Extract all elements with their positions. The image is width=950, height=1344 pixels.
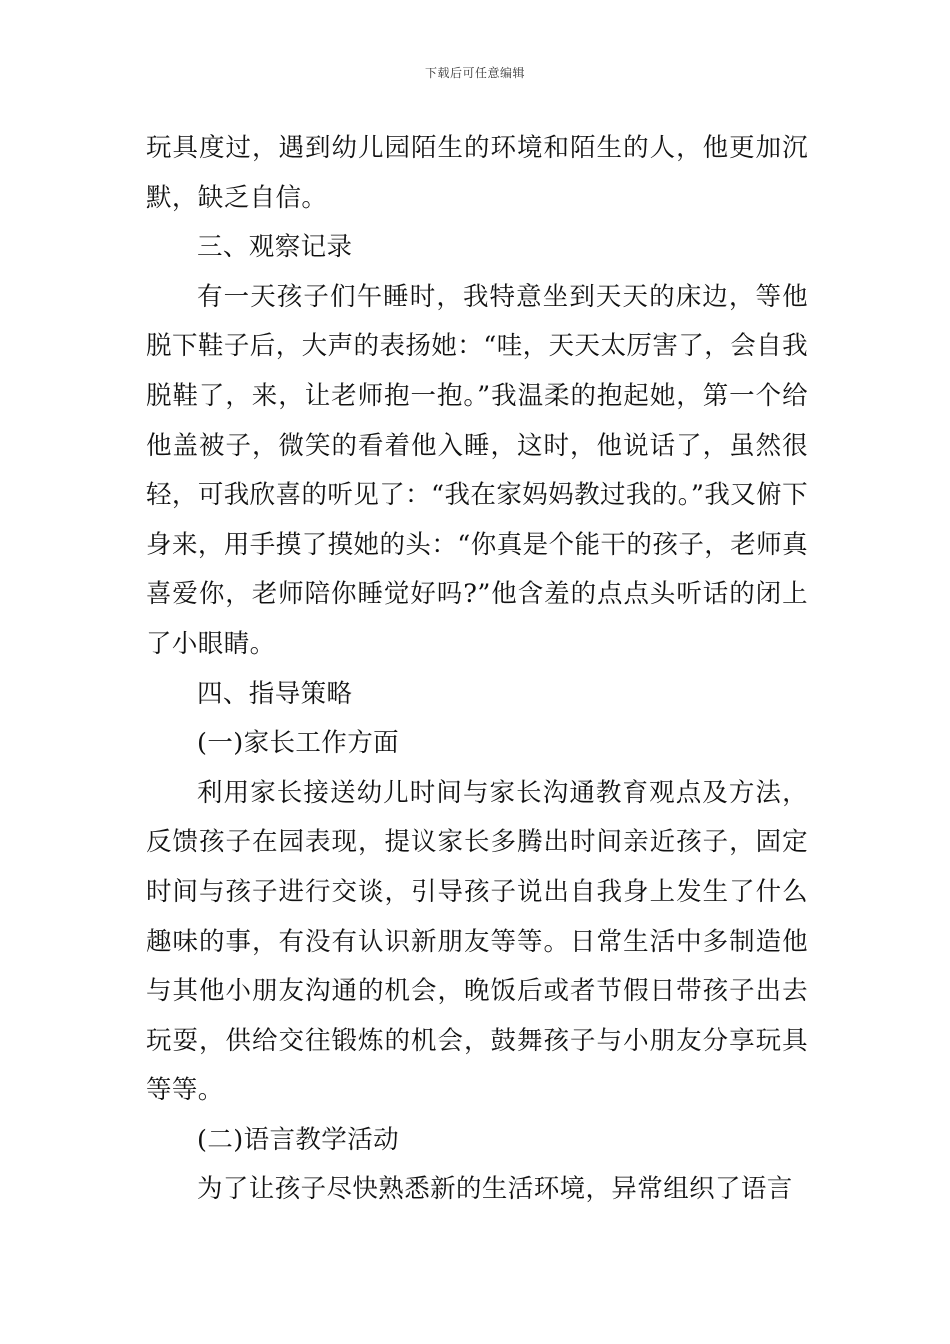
- subheading-language-activity: (二)语言教学活动: [197, 1124, 399, 1155]
- section-heading-observation: 三、观察记录: [197, 232, 353, 263]
- document-body: [146, 124, 808, 1215]
- paragraph-language-activity: 为了让孩子尽快熟悉新的生活环境，异常组织了语言: [197, 1174, 793, 1205]
- subheading-parent-work: (一)家长工作方面: [197, 728, 399, 759]
- paragraph-continuation: 玩具度过，遇到幼儿园陌生的环境和陌生的人，他更加沉默，缺乏自信。: [146, 133, 808, 213]
- section-heading-strategy: 四、指导策略: [197, 678, 353, 709]
- page-header: 下载后可任意编辑: [424, 66, 525, 80]
- paragraph-observation: 有一天孩子们午睡时，我特意坐到天天的床边，等他脱下鞋子后，大声的表扬她：“哇，天天太厉害了，会自我脱鞋了，来，让老师抱一抱。”我温柔的抱起她，第一个给他盖被子，微笑的看着他入睡，这时，他说话了，虽然很轻，可我欣喜的听见了：“我在家妈妈教过我的。”我又俯下身来，用手摸了摸她的头：“你真是个能干的孩子，老师真喜爱你，老师陪你睡觉好吗?”他含羞的点点头听话的闭上了小眼睛。: [146, 281, 808, 659]
- paragraph-parent-work: 利用家长接送幼儿时间与家长沟通教育观点及方法，反馈孩子在园表现，提议家长多腾出时间亲近孩子，固定时间与孩子进行交谈，引导孩子说出自我身上发生了什么趣味的事，有没有认识新朋友等等。日常生活中多制造他与其他小朋友沟通的机会，晚饭后或者节假日带孩子出去玩耍，供给交往锻炼的机会，鼓舞孩子与小朋友分享玩具等等。: [146, 777, 808, 1106]
